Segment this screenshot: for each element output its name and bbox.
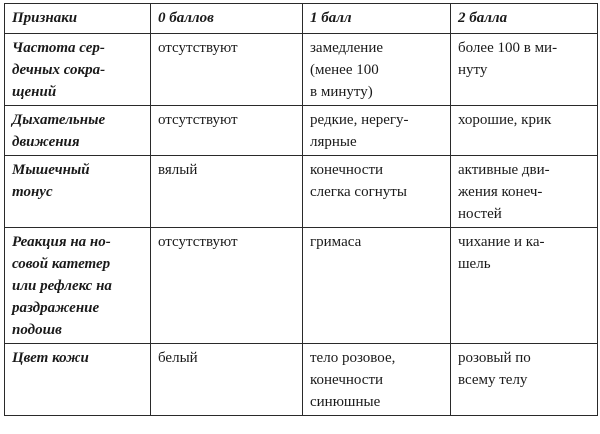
row-sign: Дыхательные движения — [5, 106, 151, 156]
apgar-score-table — [4, 3, 598, 416]
row-score-2: розовый по всему телу — [451, 344, 598, 416]
row-score-1: гримаса — [303, 228, 451, 344]
row-score-0: белый — [151, 344, 303, 416]
row-sign: Реакция на но- совой катетер или рефлекс на раздражение подошв — [5, 228, 151, 344]
row-sign: Мышечный тонус — [5, 156, 151, 228]
table-row — [5, 228, 598, 344]
table-row — [5, 34, 598, 106]
header-score-0: 0 баллов — [151, 4, 303, 34]
row-score-1: конечности слегка согнуты — [303, 156, 451, 228]
row-score-1: редкие, нерегу- лярные — [303, 106, 451, 156]
table-row — [5, 344, 598, 416]
row-score-1: тело розовое, конечности синюшные — [303, 344, 451, 416]
table-row — [5, 106, 598, 156]
row-score-0: отсутствуют — [151, 34, 303, 106]
header-signs: Признаки — [5, 4, 151, 34]
row-score-2: активные дви- жения конеч- ностей — [451, 156, 598, 228]
row-sign: Частота сер- дечных сокра- щений — [5, 34, 151, 106]
table-row — [5, 156, 598, 228]
row-score-2: чихание и ка- шель — [451, 228, 598, 344]
table-header-row — [5, 4, 598, 34]
row-score-1: замедление (менее 100 в минуту) — [303, 34, 451, 106]
row-score-0: отсутствуют — [151, 106, 303, 156]
header-score-1: 1 балл — [303, 4, 451, 34]
row-score-0: вялый — [151, 156, 303, 228]
row-sign: Цвет кожи — [5, 344, 151, 416]
row-score-0: отсутствуют — [151, 228, 303, 344]
row-score-2: более 100 в ми- нуту — [451, 34, 598, 106]
header-score-2: 2 балла — [451, 4, 598, 34]
row-score-2: хорошие, крик — [451, 106, 598, 156]
